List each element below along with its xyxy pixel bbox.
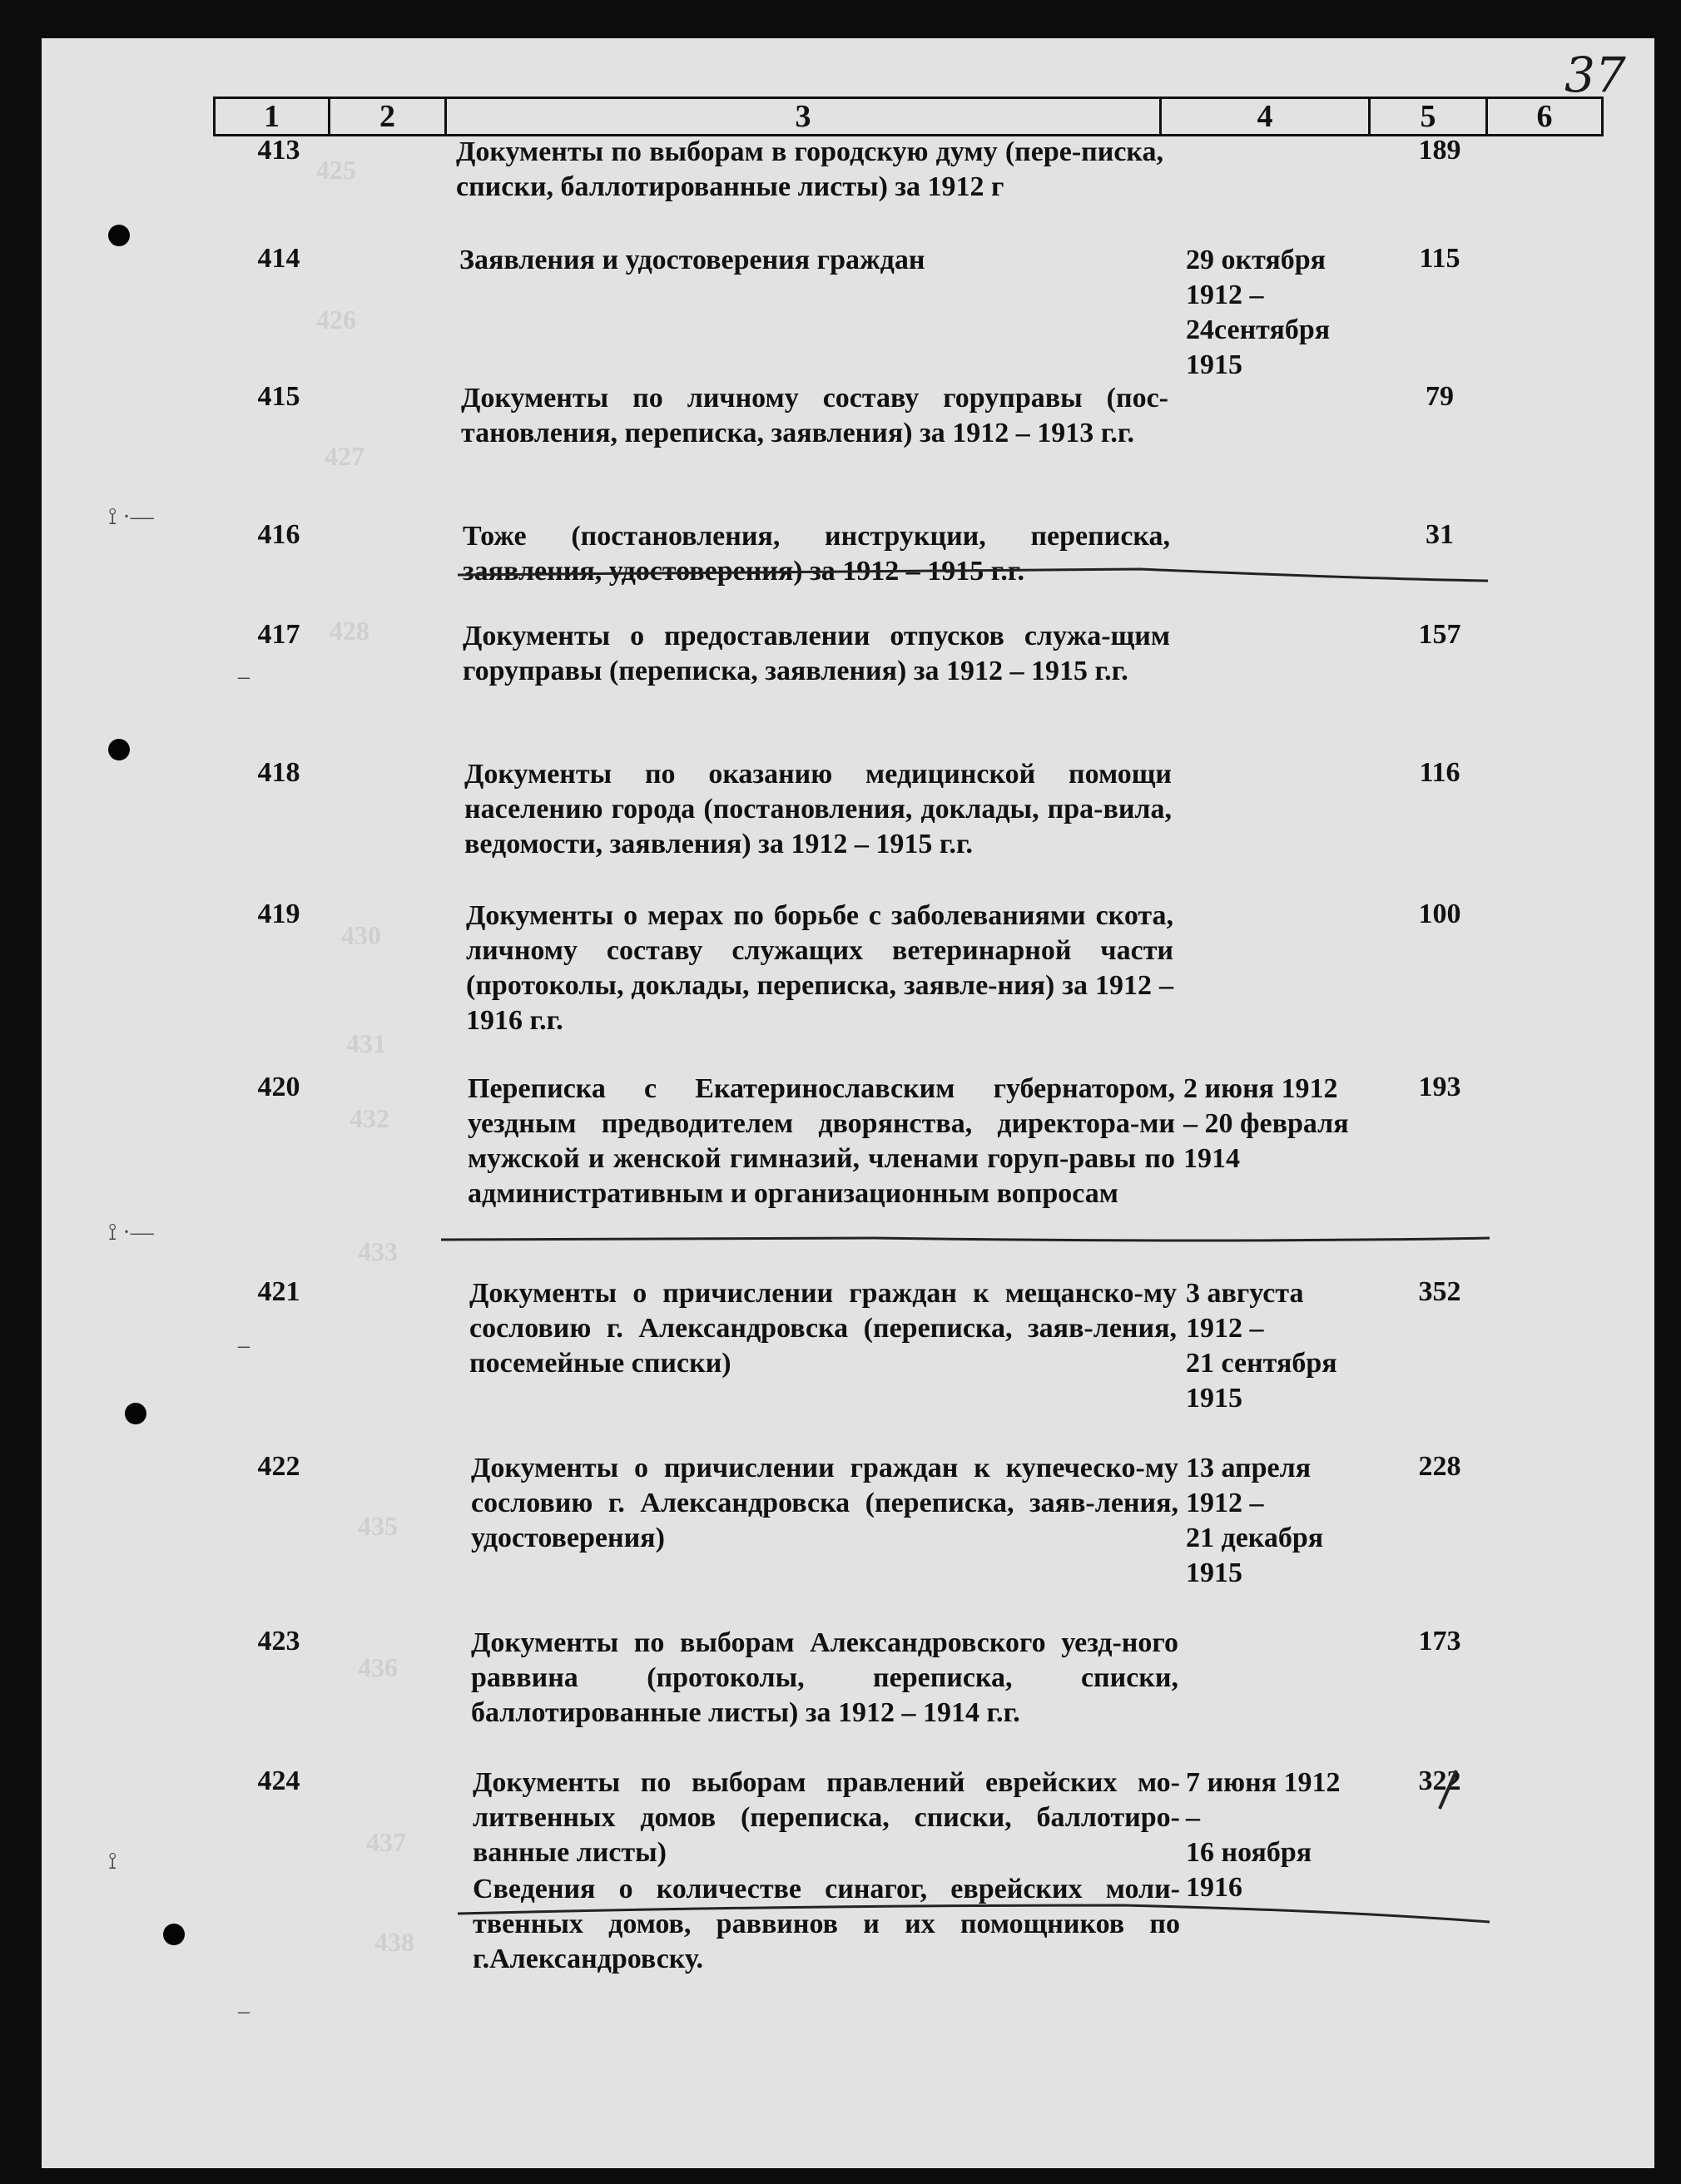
extra-note: Сведения о количестве синагог, еврейских моли-твенных домов, раввинов и их помощников по г.Александровску.	[473, 1874, 1180, 1974]
row-sheets: 189	[1418, 135, 1461, 166]
row-title: Переписка с Екатеринославским губернатором, уездным предводителем дворянства, директора-ми мужской и женской гимназий, членами горуп-равы по административным и организационным вопросам	[468, 1073, 1175, 1209]
row-date: 2 июня 1912 – 20 февраля 1914	[1183, 1073, 1349, 1174]
row-number: 424	[257, 1766, 300, 1796]
bleed-through: 437	[366, 1827, 406, 1857]
row-title: Документы по выборам Александровского уезд-ного раввина (протоколы, переписка, списки, баллотированные листы) за 1912 – 1914 г.г.	[471, 1627, 1178, 1728]
margin-mark: –	[238, 1998, 250, 2024]
row-sheets: 31	[1426, 519, 1454, 550]
row-number: 421	[257, 1276, 300, 1307]
bleed-through: 427	[325, 441, 364, 471]
row-title: Документы по личному составу горуправы (пос-тановления, переписка, заявления) за 1912 – 1913 г.г.	[461, 383, 1168, 448]
row-title: Документы о предоставлении отпусков служа-щим горуправы (переписка, заявления) за 1912 – 1915 г.г.	[463, 621, 1170, 686]
punch-hole	[125, 1403, 146, 1424]
header-col-2: 2	[330, 99, 447, 134]
punch-hole	[108, 225, 130, 246]
row-date: 29 октября 1912 – 24сентября 1915	[1186, 245, 1331, 380]
row-title: Документы о причислении граждан к мещанско-му сословию г. Александровска (переписка, заяв-ления, посемейные списки)	[469, 1278, 1177, 1379]
row-sheets: 228	[1418, 1451, 1461, 1482]
row-title: Документы о мерах по борьбе с заболеваниями скота, личному составу служащих ветеринарной части (протоколы, доклады, переписка, заявле-ния) за 1912 – 1916 г.г.	[466, 900, 1173, 1036]
row-title: Заявления и удостоверения граждан	[459, 245, 925, 275]
row-number: 416	[257, 519, 300, 550]
row-sheets: 173	[1418, 1626, 1461, 1657]
margin-mark: –	[238, 1333, 250, 1359]
bleed-through: 430	[341, 920, 381, 950]
row-title: Документы о причислении граждан к купеческо-му сословию г. Александровска (переписка, заяв-ления, удостоверения)	[471, 1453, 1178, 1553]
bleed-through: 435	[358, 1511, 398, 1541]
row-title: Документы по выборам правлений еврейских мо-литвенных домов (переписка, списки, баллотиро-ванные листы)	[473, 1767, 1180, 1868]
bleed-through: 428	[330, 616, 369, 646]
punch-hole	[163, 1924, 185, 1945]
document-page	[42, 38, 1654, 2168]
table-header	[213, 97, 1604, 136]
row-sheets: 157	[1418, 619, 1461, 650]
header-col-4: 4	[1162, 99, 1371, 134]
row-number: 418	[257, 757, 300, 788]
header-col-1: 1	[216, 99, 330, 134]
bleed-through: 433	[358, 1236, 398, 1266]
row-sheets: 100	[1418, 899, 1461, 929]
row-sheets: 115	[1419, 243, 1460, 274]
row-date: 13 апреля 1912 – 21 декабря 1915	[1186, 1453, 1324, 1588]
bleed-through: 436	[358, 1652, 398, 1682]
bleed-through: 426	[316, 305, 356, 334]
row-sheets: 116	[1419, 757, 1460, 788]
row-date: 3 августа 1912 – 21 сентября 1915	[1186, 1278, 1337, 1414]
row-number: 415	[257, 381, 300, 412]
row-sheets: 352	[1418, 1276, 1461, 1307]
bleed-through: 438	[374, 1927, 414, 1957]
row-number: 413	[257, 135, 300, 166]
page-number: 37	[1564, 47, 1626, 103]
row-number: 419	[257, 899, 300, 929]
row-number: 417	[257, 619, 300, 650]
row-sheets: 322	[1418, 1766, 1461, 1796]
punch-hole	[108, 739, 130, 760]
margin-mark: ⟟ ·—	[108, 1220, 154, 1246]
bleed-through: 425	[316, 155, 356, 185]
row-sheets: 79	[1426, 381, 1454, 412]
row-number: 414	[257, 243, 300, 274]
header-col-5: 5	[1371, 99, 1488, 134]
header-col-3: 3	[447, 99, 1162, 134]
row-date: 7 июня 1912 – 16 ноября 1916	[1186, 1767, 1341, 1903]
margin-mark: –	[238, 664, 250, 690]
row-title: Документы по оказанию медицинской помощи населению города (постановления, доклады, пра-вила, ведомости, заявления) за 1912 – 1915 г.г.	[464, 759, 1172, 859]
row-title: Тоже (постановления, инструкции, переписка, заявления, удостоверения) за 1912 – 1915 г.г.	[463, 521, 1170, 587]
row-number: 420	[257, 1072, 300, 1102]
header-col-6: 6	[1488, 99, 1604, 134]
row-number: 423	[257, 1626, 300, 1657]
bleed-through: 432	[350, 1103, 389, 1133]
margin-mark: ⟟	[108, 1849, 117, 1874]
margin-mark: ⟟ ·—	[108, 504, 154, 530]
row-number: 422	[257, 1451, 300, 1482]
bleed-through: 431	[346, 1028, 386, 1058]
row-title: Документы по выборам в городскую думу (пере-писка, списки, баллотированные листы) за 1912 г	[456, 136, 1163, 202]
row-sheets: 193	[1418, 1072, 1461, 1102]
